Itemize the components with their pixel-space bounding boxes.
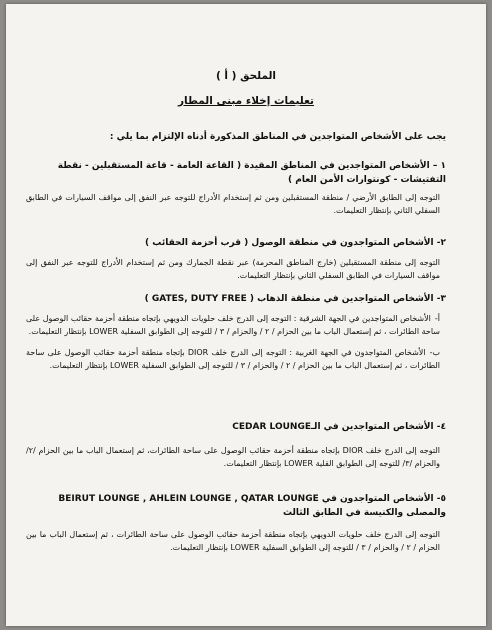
document-page: [6, 4, 486, 626]
section-3: [26, 292, 446, 372]
item-b-label: ب-: [429, 348, 440, 357]
section-5-body: التوجه إلى الدرج خلف حلويات الدويهي بإتجاه منطقة أحزمة حقائب الوصول على ساحة الطائرات ، ثم إستعمال الباب ما بين الحزام / ٢ / والحزام / ٣ / للتوجه إلى الطوابق السفلية LOWER بإنتظار التعليمات.: [26, 530, 440, 552]
section-2: [26, 236, 446, 282]
item-a-text: الأشخاص المتواجدين في الجهة الشرقية : التوجه إلى الدرج خلف حلويات الدويهي بإتجاه منطقة أحزمة حقائب الوصول على ساحة الطائرات ، ثم إستعمال الباب ما بين الحزام / ٢ / والحزام / ٣ / للتوجه إلى الطوابق السفلية LOWER بإنتظار التعليمات.: [26, 314, 440, 336]
section-1-heading: [26, 159, 446, 187]
section-3-heading: [26, 292, 446, 306]
section-3-number: ٣-: [436, 294, 446, 304]
item-b-text: الأشخاص المتواجدون في الجهة الغربية : التوجه إلى الدرج خلف DIOR بإتجاه منطقة أحزمة حقائب الوصول على ساحة الطائرات ، ثم إستعمال الباب ما بين الحزام / ٢ / والحزام / ٣ / للتوجه إلى الطوابق السفلية LOWER بإنتظار التعليمات.: [26, 348, 440, 370]
section-1-heading-text: الأشخاص المتواجدين في المناطق المقيدة ( القاعة العامة - قاعة المستقبلين - نقطة التفتيشات - كونتوارات الأمن العام ): [57, 161, 446, 185]
annex-subtitle: تعليمات إخلاء مبنى المطار: [178, 95, 314, 107]
section-5-heading: [26, 492, 446, 520]
section-5-heading-text: الأشخاص المتواجدون في BEIRUT LOUNGE , AHLEIN LOUNGE , QATAR LOUNGE والمصلى والكنيسة في الطابق الثالث: [58, 494, 446, 518]
section-4-heading-text: الأشخاص المتواجدين في الـCEDAR LOUNGE: [232, 422, 434, 432]
section-3-item-a: [26, 312, 440, 338]
section-4-number: ٤-: [436, 422, 446, 432]
section-1-number: ١ –: [432, 161, 446, 171]
section-5-number: ٥-: [436, 494, 446, 504]
section-1: [26, 159, 446, 217]
section-4-body: التوجه إلى الدرج خلف DIOR بإتجاه منطقة أحزمة حقائب الوصول على ساحة الطائرات، ثم إستعمال الباب ما بين الحزام /٢/ والحزام /٣/ للتوجه إلى الطوابق القلية LOWER بإنتظار التعليمات.: [26, 446, 441, 468]
section-3-heading-text: الأشخاص المتواجدين في منطقة الذهاب ( GATES, DUTY FREE ): [144, 294, 434, 304]
section-4: [26, 420, 446, 470]
section-1-body: التوجه إلى الطابق الأرضي / منطقة المستقبلين ومن ثم إستخدام الأدراج للتوجه عبر النفق إلى مواقف السيارات في الطابق السفلي الثاني بإنتظار التعليمات.: [26, 193, 440, 215]
section-2-heading: [26, 236, 446, 250]
section-4-heading: [26, 420, 446, 434]
section-5: [26, 492, 446, 554]
intro-text: يجب على الأشخاص المتواجدين في المناطق المذكورة أدناه الإلتزام بما يلي :: [109, 132, 446, 142]
section-2-number: ٢-: [436, 238, 446, 248]
section-2-body: التوجه إلى منطقة المستقبلين (خارج المناطق المحرمة) عبر نقطة الجمارك ومن ثم إستخدام الأدراج للتوجه عبر النفق إلى مواقف السيارات في الطابق السفلي الثاني بإنتظار التعليمات.: [26, 258, 440, 280]
annex-title: الملحق ( أ ): [215, 70, 277, 82]
section-3-item-b: [26, 346, 440, 372]
item-a-label: أ-: [434, 314, 440, 323]
section-2-heading-text: الأشخاص المتواجدون في منطقة الوصول ( قرب أحزمة الحقائب ): [145, 238, 434, 248]
